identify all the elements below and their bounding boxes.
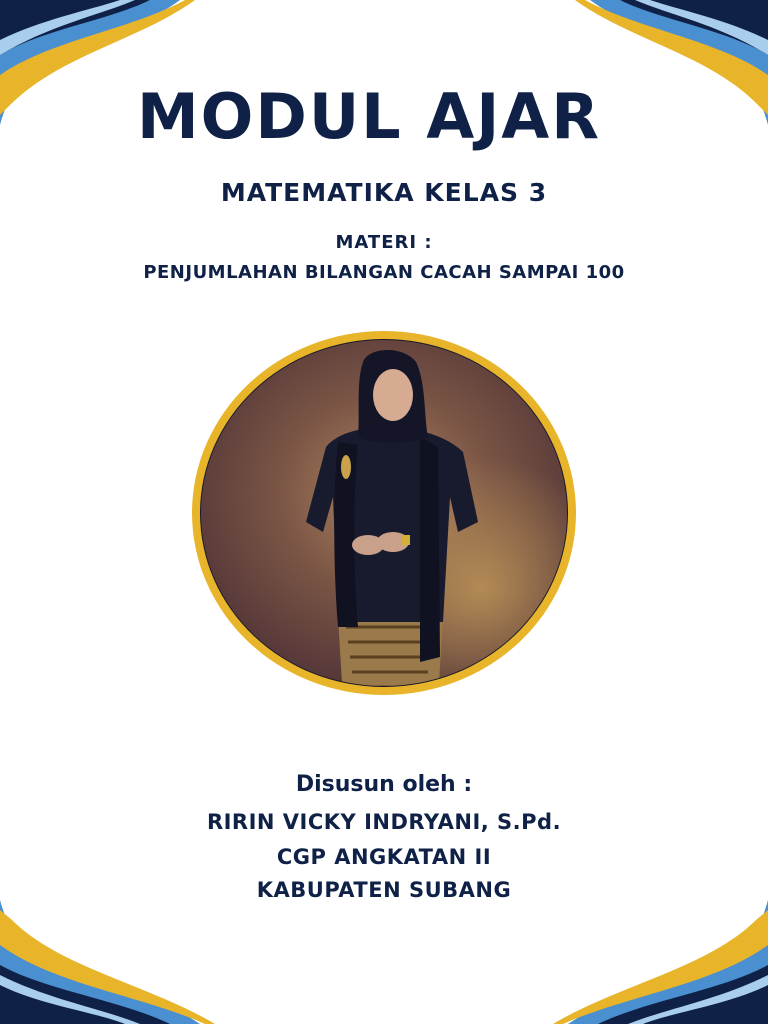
subject-heading: MATEMATIKA KELAS 3 bbox=[220, 178, 548, 207]
materi-label: MATERI : bbox=[335, 232, 433, 253]
author-name: RIRIN VICKY INDRYANI, S.Pd. bbox=[206, 810, 562, 834]
bottom-left-wave-icon bbox=[0, 900, 215, 1024]
author-batch: CGP ANGKATAN II bbox=[276, 845, 492, 869]
materi-topic: PENJUMLAHAN BILANGAN CACAH SAMPAI 100 bbox=[143, 262, 625, 283]
author-label: Disusun oleh : bbox=[295, 772, 473, 797]
bottom-right-wave-icon bbox=[553, 900, 768, 1024]
portrait-photo-icon bbox=[188, 327, 580, 699]
author-region: KABUPATEN SUBANG bbox=[256, 878, 512, 902]
document-title: MODUL AJAR bbox=[136, 80, 602, 153]
